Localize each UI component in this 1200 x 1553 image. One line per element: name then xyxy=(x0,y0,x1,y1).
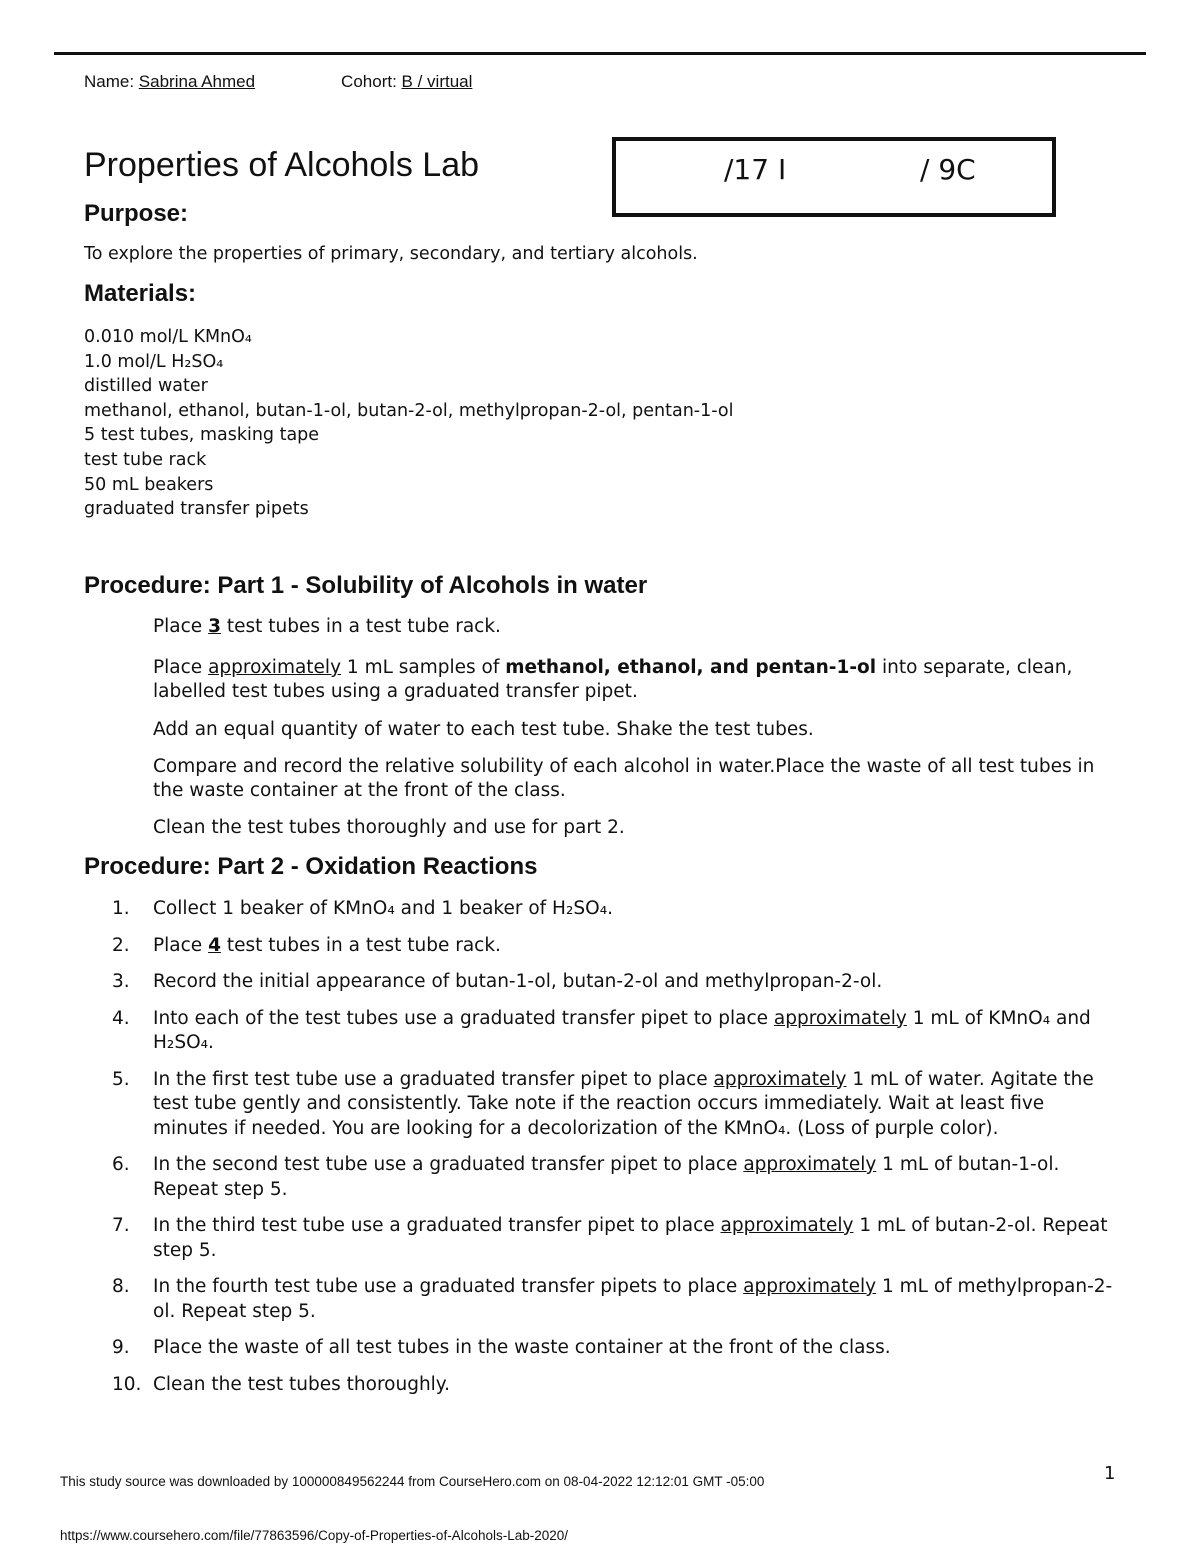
step-text: into separate, clean, labelled test tubes using a graduated transfer pipet. xyxy=(153,657,1073,702)
part1-step: Clean the test tubes thoroughly and use for part 2. xyxy=(153,817,625,838)
step-text: 1 mL of methylpropan-2-ol. Repeat step 5. xyxy=(153,1276,1113,1322)
page-number: 1 xyxy=(1104,1463,1116,1484)
materials-item: 1.0 mol/L H₂SO₄ xyxy=(84,351,224,372)
step-text: In the first test tube use a graduated transfer pipet to place xyxy=(153,1068,714,1090)
step-text: Place xyxy=(153,934,209,956)
materials-list xyxy=(84,325,733,522)
step-text: Place xyxy=(153,657,209,678)
purpose-heading: Purpose: xyxy=(84,200,189,227)
step-text: 1 mL of butan-1-ol. Repeat step 5. xyxy=(153,1154,1060,1200)
step-emphasis: approximately xyxy=(720,1215,854,1236)
materials-item: methanol, ethanol, butan-1-ol, butan-2-ol, methylpropan-2-ol, pentan-1-ol xyxy=(84,400,734,421)
materials-item: distilled water xyxy=(84,376,208,397)
part2-heading: Procedure: Part 2 - Oxidation Reactions xyxy=(84,853,538,880)
score-b: / 9C xyxy=(920,153,976,186)
part1-step xyxy=(153,656,1128,704)
name-value: Sabrina Ahmed xyxy=(138,72,256,91)
list-item xyxy=(112,1336,1122,1361)
materials-item: 50 mL beakers xyxy=(84,474,214,495)
part1-heading: Procedure: Part 1 - Solubility of Alcohols in water xyxy=(84,572,648,599)
step-emphasis: approximately xyxy=(743,1154,877,1175)
list-item xyxy=(112,1068,1122,1142)
list-item xyxy=(112,897,1122,922)
footer-source: This study source was downloaded by 100000849562244 from CourseHero.com on 08-04-2022 12:12:01 GMT -05:00 xyxy=(60,1474,765,1489)
list-item xyxy=(112,1373,1122,1398)
step-text: Collect 1 beaker of KMnO₄ and 1 beaker of H₂SO₄. xyxy=(153,898,613,919)
step-text: 1 mL samples of xyxy=(341,657,506,678)
part1-step: Compare and record the relative solubility of each alcohol in water.Place the waste of all test tubes in the waste container at the front of the class. xyxy=(153,756,1095,801)
step-text: test tubes in a test tube rack. xyxy=(220,934,501,956)
step-number: 3. xyxy=(112,971,130,992)
step-number: 6. xyxy=(112,1154,130,1175)
step-text: 1 mL of butan-2-ol. Repeat step 5. xyxy=(153,1215,1108,1261)
score-a: /17 I xyxy=(724,153,787,186)
list-item xyxy=(112,934,1122,959)
cohort-value: B / virtual xyxy=(401,72,473,91)
step-number: 5. xyxy=(112,1068,130,1090)
part1-step xyxy=(153,615,1128,639)
list-item xyxy=(112,1153,1122,1202)
document-title: Properties of Alcohols Lab xyxy=(84,146,480,184)
purpose-text: To explore the properties of primary, secondary, and tertiary alcohols. xyxy=(84,244,698,264)
step-number: 2. xyxy=(112,934,130,956)
part1-step: Add an equal quantity of water to each test tube. Shake the test tubes. xyxy=(153,719,814,740)
step-number: 8. xyxy=(112,1276,130,1297)
step-emphasis: 3 xyxy=(208,616,221,637)
materials-item: 0.010 mol/L KMnO₄ xyxy=(84,327,252,347)
step-text: 1 mL of KMnO₄ and H₂SO₄. xyxy=(153,1007,1091,1053)
score-box xyxy=(612,137,1056,217)
materials-item: 5 test tubes, masking tape xyxy=(84,425,320,446)
step-text: 1 mL of water. Agitate the test tube gently and consistently. Take note if the reaction occurs immediately. Wait at least five minutes if needed. You are looking for a decolorization of the KMnO₄. (Loss of purple color). xyxy=(153,1068,1094,1139)
step-emphasis: approximately xyxy=(773,1007,907,1029)
step-text: test tubes in a test tube rack. xyxy=(220,616,501,637)
list-item xyxy=(112,1275,1122,1324)
step-number: 1. xyxy=(112,898,130,919)
top-rule xyxy=(54,52,1146,55)
header-line xyxy=(84,72,472,92)
step-emphasis: 4 xyxy=(208,934,221,956)
step-number: 9. xyxy=(112,1337,130,1358)
step-number: 4. xyxy=(112,1007,130,1029)
step-text: In the second test tube use a graduated transfer pipet to place xyxy=(153,1154,744,1175)
materials-item: graduated transfer pipets xyxy=(84,499,309,520)
list-item xyxy=(112,1214,1122,1263)
step-text: Clean the test tubes thoroughly. xyxy=(153,1373,450,1395)
step-emphasis: approximately xyxy=(208,657,342,678)
step-number: 7. xyxy=(112,1215,130,1236)
list-item xyxy=(112,970,1122,995)
list-item xyxy=(112,1007,1122,1056)
step-text: In the fourth test tube use a graduated transfer pipets to place xyxy=(153,1276,744,1297)
part2-steps xyxy=(112,897,1122,1409)
step-emphasis: approximately xyxy=(713,1068,847,1090)
materials-item: test tube rack xyxy=(84,449,207,470)
cohort-label: Cohort: xyxy=(341,72,402,91)
name-label: Name: xyxy=(84,72,139,91)
step-emphasis: methanol, ethanol, and pentan-1-ol xyxy=(505,657,877,678)
step-text: Into each of the test tubes use a graduated transfer pipet to place xyxy=(153,1007,774,1029)
materials-heading: Materials: xyxy=(84,280,197,307)
step-text: Record the initial appearance of butan-1-ol, butan-2-ol and methylpropan-2-ol. xyxy=(153,971,883,992)
step-text: Place xyxy=(153,616,209,637)
step-text: In the third test tube use a graduated transfer pipet to place xyxy=(153,1215,721,1236)
footer-url[interactable]: https://www.coursehero.com/file/77863596/Copy-of-Properties-of-Alcohols-Lab-2020/ xyxy=(60,1528,569,1543)
step-text: Place the waste of all test tubes in the waste container at the front of the class. xyxy=(153,1337,891,1358)
step-number: 10. xyxy=(112,1373,142,1395)
step-emphasis: approximately xyxy=(743,1276,877,1297)
